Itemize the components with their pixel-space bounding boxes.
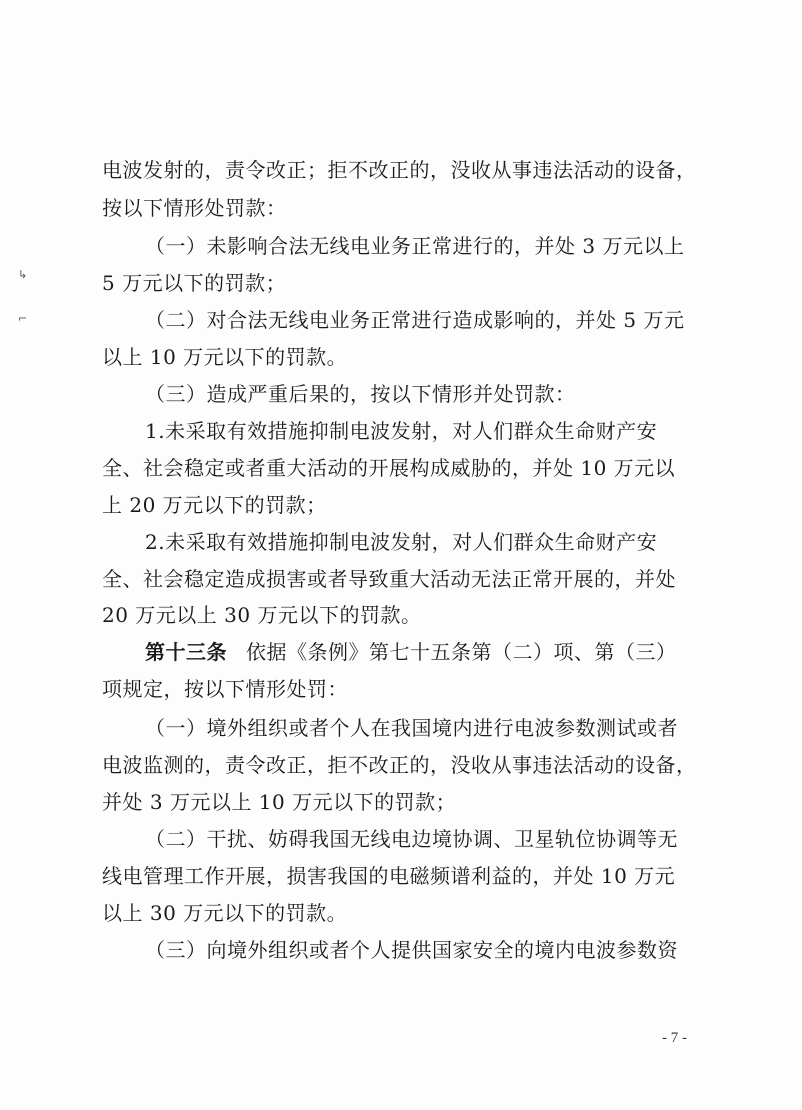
- text-line: （三）造成严重后果的，按以下情形并处罚款：: [145, 382, 576, 406]
- article-heading: 第十三条: [145, 640, 227, 664]
- text-line: 并处 3 万元以上 10 万元以下的罚款；: [102, 790, 457, 814]
- text-line: 项规定，按以下情形处罚：: [102, 677, 348, 701]
- text-line: 全、社会稳定或者重大活动的开展构成威胁的，并处 10 万元以: [102, 456, 676, 480]
- page-number: - 7 -: [662, 1030, 687, 1046]
- text-line: （一）境外组织或者个人在我国境内进行电波参数测试或者: [145, 716, 678, 740]
- text-line: 上 20 万元以下的罚款；: [102, 493, 327, 517]
- text-line: 按以下情形处罚款：: [102, 196, 287, 220]
- text-line: 20 万元以上 30 万元以下的罚款。: [102, 603, 422, 627]
- text-line: 2.未采取有效措施抑制电波发射，对人们群众生命财产安: [145, 530, 658, 554]
- text-line: 依据《条例》第七十五条第（二）项、第（三）: [246, 640, 677, 664]
- text-line: 电波发射的，责令改正；拒不改正的，没收从事违法活动的设备，: [102, 158, 697, 182]
- scan-mark: ⌐: [18, 312, 28, 325]
- text-line: （二）对合法无线电业务正常进行造成影响的，并处 5 万元: [145, 308, 685, 332]
- text-line: 以上 30 万元以下的罚款。: [102, 901, 348, 925]
- text-line: 全、社会稳定造成损害或者导致重大活动无法正常开展的，并处: [102, 567, 676, 591]
- text-line: 5 万元以下的罚款；: [102, 271, 287, 295]
- text-line: 以上 10 万元以下的罚款。: [102, 345, 348, 369]
- text-line: （二）干扰、妨碍我国无线电边境协调、卫星轨位协调等无: [145, 827, 678, 851]
- text-line: 1.未采取有效措施抑制电波发射，对人们群众生命财产安: [145, 419, 658, 443]
- text-line: （一）未影响合法无线电业务正常进行的，并处 3 万元以上: [145, 234, 685, 258]
- scan-mark: ↳: [18, 268, 28, 281]
- text-line: 线电管理工作开展，损害我国的电磁频谱利益的，并处 10 万元: [102, 864, 676, 888]
- text-line: 电波监测的，责令改正，拒不改正的，没收从事违法活动的设备，: [102, 753, 697, 777]
- text-line: （三）向境外组织或者个人提供国家安全的境内电波参数资: [145, 938, 678, 962]
